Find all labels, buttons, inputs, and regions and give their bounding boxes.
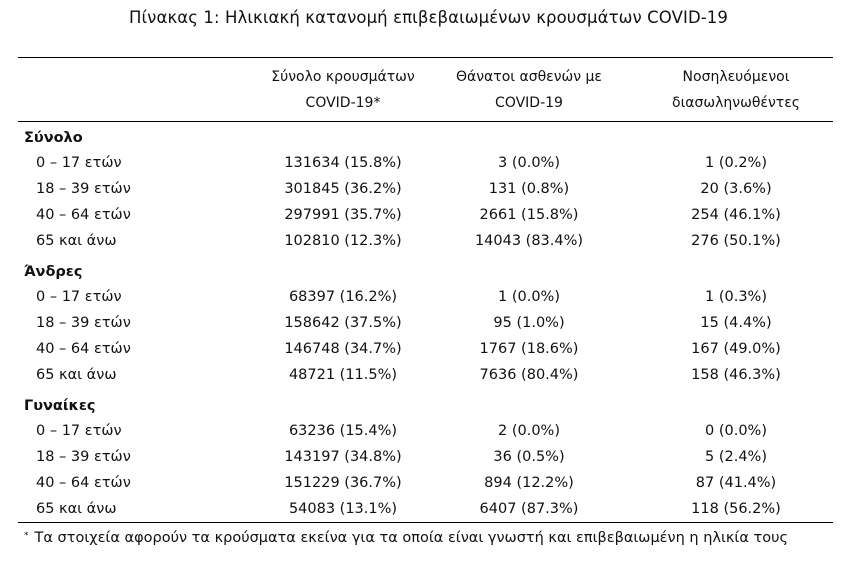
- table-row: [0, 498, 857, 524]
- cases-cell: 102810 (12.3%): [284, 233, 402, 249]
- age-cell: 0 – 17 ετών: [36, 423, 122, 439]
- cases-cell: 48721 (11.5%): [288, 367, 398, 383]
- column-header-line: COVID-19: [495, 95, 563, 111]
- deaths-cell: 95 (1.0%): [493, 315, 565, 331]
- age-cell: 40 – 64 ετών: [36, 207, 131, 223]
- column-header-deaths: [419, 64, 639, 116]
- table-row: [0, 286, 857, 312]
- age-cell: 40 – 64 ετών: [36, 341, 131, 357]
- cases-cell: 146748 (34.7%): [284, 341, 402, 357]
- intubated-cell: 167 (49.0%): [691, 341, 781, 357]
- intubated-cell: 5 (2.4%): [705, 449, 767, 465]
- column-header-line: COVID-19*: [305, 95, 381, 111]
- cases-cell: 68397 (16.2%): [288, 289, 398, 305]
- deaths-cell: 3 (0.0%): [498, 155, 560, 171]
- group-label: Σύνολο: [24, 130, 83, 146]
- deaths-cell: 894 (12.2%): [484, 475, 574, 491]
- age-cell: 18 – 39 ετών: [36, 181, 131, 197]
- intubated-cell: 1 (0.3%): [705, 289, 767, 305]
- cases-cell: 297991 (35.7%): [284, 207, 402, 223]
- group-label: Άνδρες: [24, 264, 83, 280]
- deaths-cell: 36 (0.5%): [493, 449, 565, 465]
- header-rule: [18, 121, 833, 122]
- intubated-cell: 118 (56.2%): [691, 501, 781, 517]
- intubated-cell: 15 (4.4%): [700, 315, 772, 331]
- cases-cell: 301845 (36.2%): [284, 181, 402, 197]
- cases-cell: 151229 (36.7%): [284, 475, 402, 491]
- footnote-marker: *: [24, 531, 29, 541]
- table-row: [0, 364, 857, 390]
- deaths-cell: 131 (0.8%): [488, 181, 570, 197]
- intubated-cell: 158 (46.3%): [691, 367, 781, 383]
- deaths-cell: 1767 (18.6%): [479, 341, 579, 357]
- group-label: Γυναίκες: [24, 398, 96, 414]
- age-cell: 0 – 17 ετών: [36, 289, 122, 305]
- table-row: [0, 178, 857, 204]
- deaths-cell: 6407 (87.3%): [479, 501, 579, 517]
- column-header-line: διασωληνωθέντες: [672, 95, 800, 111]
- age-cell: 65 και άνω: [36, 501, 117, 517]
- table-row: [0, 230, 857, 256]
- cases-cell: 158642 (37.5%): [284, 315, 402, 331]
- deaths-cell: 2 (0.0%): [498, 423, 560, 439]
- age-cell: 40 – 64 ετών: [36, 475, 131, 491]
- table-row: [0, 204, 857, 230]
- column-header-line: Νοσηλευόμενοι: [682, 69, 790, 85]
- age-cell: 18 – 39 ετών: [36, 315, 131, 331]
- table-row: [0, 338, 857, 364]
- table-row: [0, 472, 857, 498]
- intubated-cell: 254 (46.1%): [691, 207, 781, 223]
- cases-cell: 54083 (13.1%): [288, 501, 398, 517]
- intubated-cell: 20 (3.6%): [700, 181, 772, 197]
- column-header-intubated: [626, 64, 846, 116]
- deaths-cell: 2661 (15.8%): [479, 207, 579, 223]
- table-row: [0, 152, 857, 178]
- cases-cell: 143197 (34.8%): [284, 449, 402, 465]
- intubated-cell: 1 (0.2%): [705, 155, 767, 171]
- age-cell: 65 και άνω: [36, 233, 117, 249]
- top-rule: [18, 57, 833, 58]
- cases-cell: 131634 (15.8%): [284, 155, 402, 171]
- footnote: [24, 528, 788, 548]
- column-header-line: Σύνολο κρουσμάτων: [271, 69, 415, 85]
- table-row: [0, 312, 857, 338]
- cases-cell: 63236 (15.4%): [288, 423, 398, 439]
- deaths-cell: 14043 (83.4%): [474, 233, 584, 249]
- age-cell: 65 και άνω: [36, 367, 117, 383]
- column-header-line: Θάνατοι ασθενών με: [455, 69, 602, 85]
- intubated-cell: 276 (50.1%): [691, 233, 781, 249]
- age-cell: 18 – 39 ετών: [36, 449, 131, 465]
- deaths-cell: 7636 (80.4%): [479, 367, 579, 383]
- intubated-cell: 0 (0.0%): [705, 423, 767, 439]
- table-row: [0, 420, 857, 446]
- intubated-cell: 87 (41.4%): [695, 475, 777, 491]
- bottom-rule: [18, 522, 833, 523]
- footnote-text: Τα στοιχεία αφορούν τα κρούσματα εκείνα για τα οποία είναι γνωστή και επιβεβαιωμένη η ηλικία τους: [34, 530, 789, 546]
- age-cell: 0 – 17 ετών: [36, 155, 122, 171]
- table-row: [0, 446, 857, 472]
- table-title: Πίνακας 1: Ηλικιακή κατανομή επιβεβαιωμένων κρουσμάτων COVID-19: [128, 8, 729, 27]
- deaths-cell: 1 (0.0%): [498, 289, 560, 305]
